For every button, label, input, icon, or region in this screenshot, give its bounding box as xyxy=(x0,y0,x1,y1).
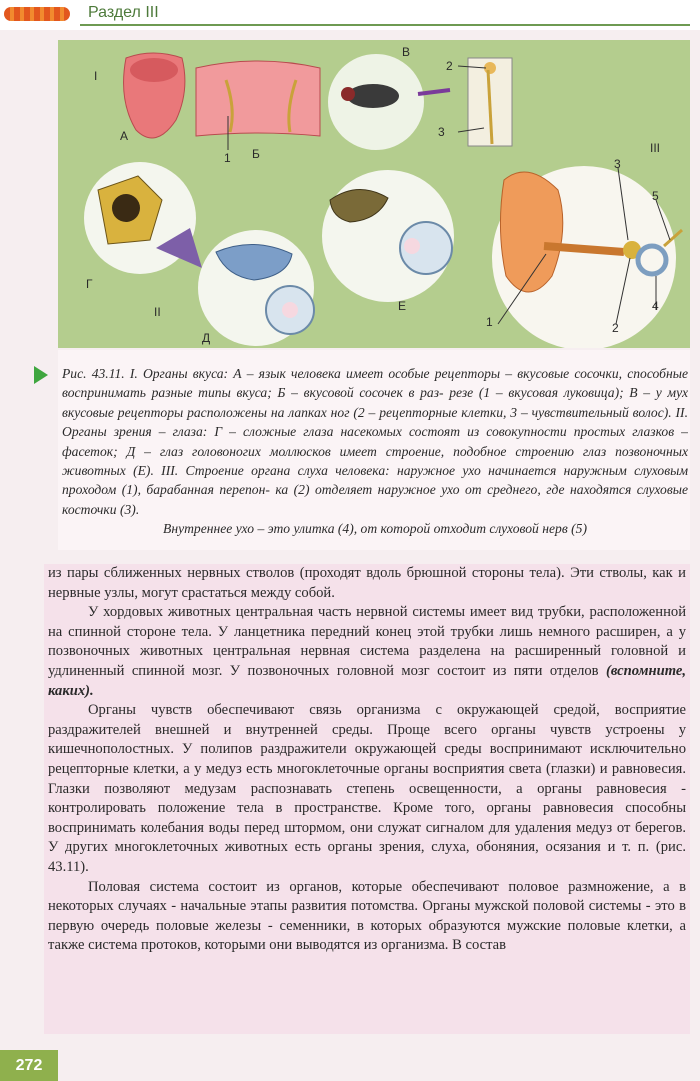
caption-line: зрения – глаза: Г – сложные глаза насекомых состоят из совокупности простых xyxy=(113,424,626,440)
group-label-iii: III xyxy=(650,141,661,155)
caption-line: глазков – фасеток; Д – глаз головоногих моллюсков имеет строение, подобное xyxy=(62,424,688,459)
body-paragraph: из пары сближенных нервных стволов (проходят вдоль брюшной стороны тела). Эти стволы, как и нервные узлы, могут срастаться между собой. xyxy=(48,565,686,601)
page-number: 272 xyxy=(0,1050,58,1081)
panel-label-g: Г xyxy=(86,277,93,291)
caption-line: лапках ног (2 – рецепторные клетки, 3 – чувствительный волос). II. Органы xyxy=(62,404,688,440)
figure-panel xyxy=(58,40,690,348)
panel-label-e: Е xyxy=(398,299,407,313)
fly-taste-receptor-illustration xyxy=(328,54,512,150)
caption-line: резе (1 – вкусовая луковица); В – у мух вкусовые рецепторы расположены на xyxy=(62,385,688,420)
body-paragraph: Органы чувств обеспечивают связь организма с окружающей средой, восприятие раздражителей внешней и внутренней среды. Проще всего органы чувств устроены у кишечнополостных. У полипов раздражители окружающей среды воспринимают исключительно рецепторные клетки, а у медуз есть многоклеточные органы восприятия света (глазки) и равновесия. Глазки позволяют медузам распознавать степень освещенности, а органы равновесия - контролировать положение тела в пространстве. Кроме того, органы равновесия способны воспринимать колебания воды перед штормом, они служат сигналом для удаления медуз от берегов. У других многоклеточных животных есть органы зрения, слуха, обоняния, осязания и т. п. (рис. 43.11). xyxy=(48,702,686,875)
section-title: Раздел III xyxy=(88,4,159,21)
header-rule xyxy=(80,24,690,26)
paragraph-text: У хордовых животных центральная часть нервной системы имеет вид трубки, расположенной на спинной стороне тела. У ланцетника передний конец этой трубки лишь немного расширен, а у позвоночных животных центральная нервная система разделена на расширенный головной и удлиненный спинной мозг. У позвоночных головной мозг состоит из пяти отделов xyxy=(48,604,686,679)
group-label-i: I xyxy=(94,69,98,83)
caption-line: наружное ухо начинается наружным слуховым проходом (1), барабанная перепон- xyxy=(62,463,688,498)
callout-ear-5: 5 xyxy=(652,189,659,203)
callout-fly-3: 3 xyxy=(438,125,445,139)
cephalopod-eye-illustration xyxy=(198,230,314,346)
panel-label-a: А xyxy=(120,129,129,143)
caption-marker-icon xyxy=(34,366,48,384)
tongue-illustration xyxy=(124,53,185,138)
callout-bud-1: 1 xyxy=(224,151,231,165)
body-paragraph: Половая система состоит из органов, которые обеспечивают половое размножение, а в некоторых случаях - начальные этапы развития потомства. Органы мужской половой системы - это в первую очередь половые железы - семенники, в которых образуются мужские половые клетки, а также система протоков, которыми они выводятся из организма. В состав xyxy=(48,878,686,954)
insect-compound-eye-illustration xyxy=(84,162,202,274)
panel-label-d: Д xyxy=(202,331,211,345)
callout-ear-1: 1 xyxy=(486,315,493,329)
caption-line: строению глаз позвоночных животных (Е). III. Строение органа слуха человека: xyxy=(62,443,688,479)
callout-ear-4: 4 xyxy=(652,299,659,313)
taste-bud-section-illustration xyxy=(196,61,320,150)
panel-label-v: В xyxy=(402,45,411,59)
vertebrate-eye-illustration xyxy=(322,170,454,302)
caption-line: ка (2) отделяет наружное ухо от среднего, где находятся слуховые косточки (3). xyxy=(62,482,688,517)
caption-line: Рис. 43.11. I. Органы вкуса: А – язык человека имеет особые рецепторы – вкусовые xyxy=(62,366,570,381)
callout-fly-2: 2 xyxy=(446,59,453,73)
body-text xyxy=(44,564,690,1034)
body-paragraph xyxy=(48,603,686,701)
sense-organs-illustration xyxy=(58,40,690,348)
callout-ear-2: 2 xyxy=(612,321,619,335)
group-label-ii: II xyxy=(154,305,161,319)
figure-caption xyxy=(62,364,688,539)
callout-ear-3: 3 xyxy=(614,157,621,171)
panel-label-b: Б xyxy=(252,147,260,161)
header-ornament xyxy=(4,7,70,21)
caption-line: Внутреннее ухо – это улитка (4), от которой отходит слуховой нерв (5) xyxy=(163,521,587,537)
emphasis-text: (вспомните, каких). xyxy=(48,662,686,699)
caption-line: сосочки, способные воспринимать разные типы вкуса; Б – вкусовой сосочек в раз- xyxy=(62,366,688,401)
